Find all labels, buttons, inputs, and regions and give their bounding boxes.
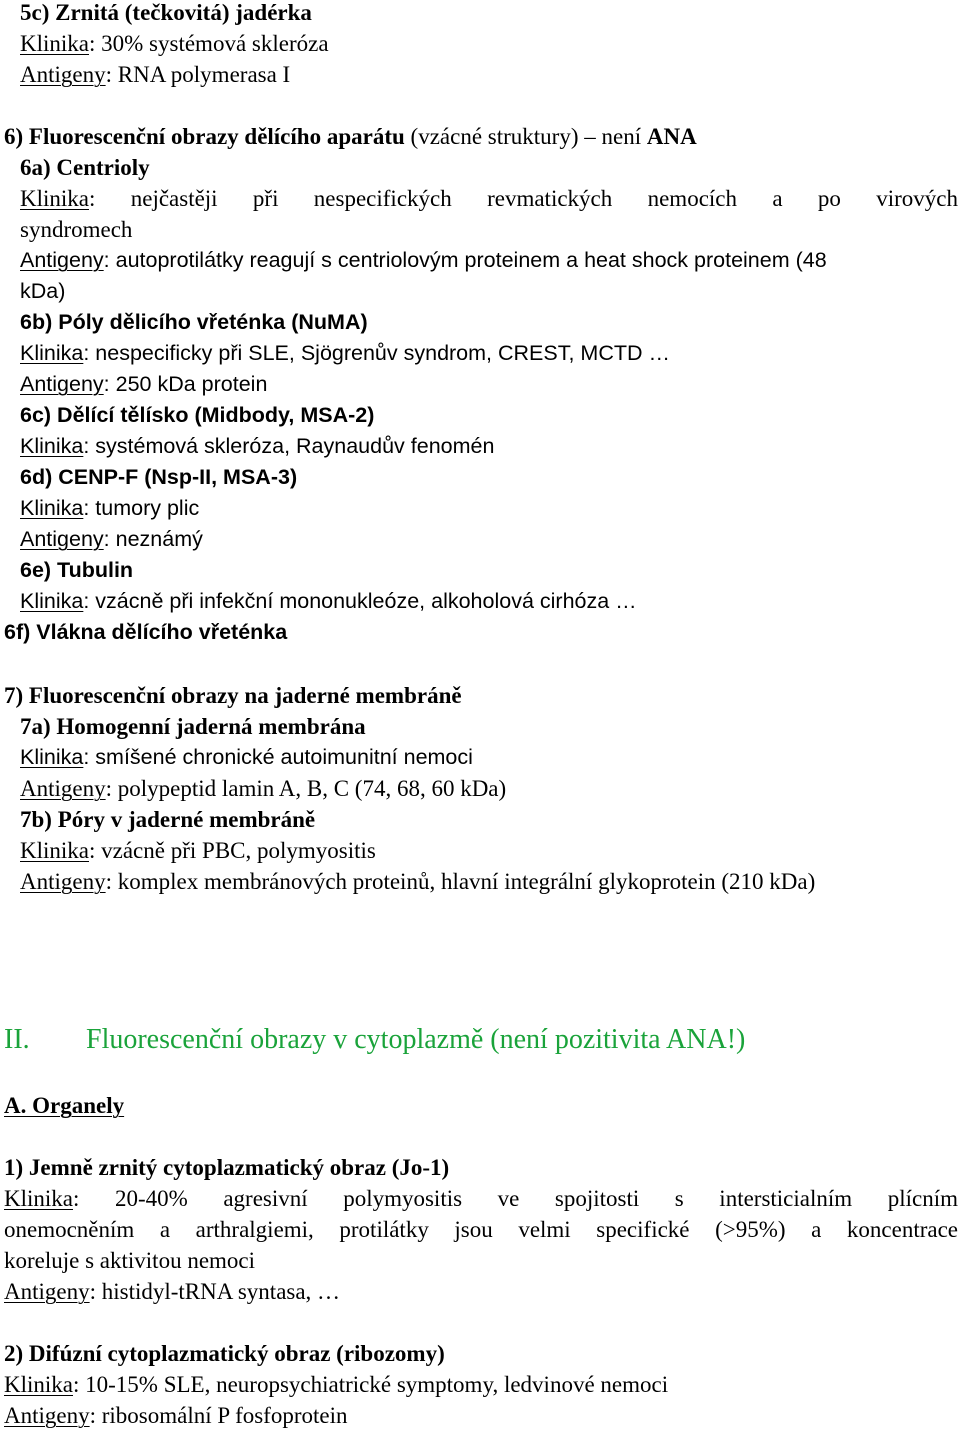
heading-6 xyxy=(4,121,697,152)
antigeny-text: : histidyl-tRNA syntasa, … xyxy=(89,1279,341,1304)
heading-7a: 7a) Homogenní jaderná membrána xyxy=(20,714,366,739)
klinika-item1-line2: onemocněním a arthralgiemi, protilátky jsou velmi specifické (>95%) a koncentrace xyxy=(4,1217,958,1242)
klinika-5c xyxy=(20,28,329,59)
klinika-label: Klinika xyxy=(20,496,84,520)
subsection-organely-text: A. Organely xyxy=(4,1093,125,1118)
antigeny-text: : neznámý xyxy=(103,527,203,551)
antigeny-item1 xyxy=(4,1276,340,1307)
klinika-7a xyxy=(20,742,473,773)
klinika-label: Klinika xyxy=(20,186,89,211)
heading-item2: 2) Difúzní cytoplazmatický obraz (ribozomy) xyxy=(4,1341,445,1366)
heading-6e: 6e) Tubulin xyxy=(20,558,134,582)
antigeny-label: Antigeny xyxy=(4,1279,90,1304)
antigeny-6d xyxy=(20,524,203,555)
antigeny-item2 xyxy=(4,1400,347,1431)
klinika-item1-line3: koreluje s aktivitou nemoci xyxy=(4,1248,256,1273)
klinika-text: : nejčastěji při nespecifických revmatických nemocích a po virových xyxy=(89,186,958,211)
section-ii-title: Fluorescenční obrazy v cytoplazmě (není pozitivita ANA!) xyxy=(86,1024,746,1055)
antigeny-label: Antigeny xyxy=(4,1403,90,1428)
heading-6b: 6b) Póly dělicího vřeténka (NuMA) xyxy=(20,310,368,334)
klinika-label: Klinika xyxy=(4,1186,73,1211)
antigeny-label: Antigeny xyxy=(20,527,104,551)
heading-7: 7) Fluorescenční obrazy na jaderné membráně xyxy=(4,683,462,708)
antigeny-7b xyxy=(20,866,815,897)
antigeny-label: Antigeny xyxy=(20,62,106,87)
antigeny-label: Antigeny xyxy=(20,776,106,801)
antigeny-label: Antigeny xyxy=(20,248,104,272)
antigeny-text: : polypeptid lamin A, B, C (74, 68, 60 kDa) xyxy=(105,776,507,801)
heading-6a: 6a) Centrioly xyxy=(20,155,150,180)
klinika-item2 xyxy=(4,1369,668,1400)
heading-6-ana: ANA xyxy=(646,124,697,149)
heading-item1: 1) Jemně zrnitý cytoplazmatický obraz (Jo-1) xyxy=(4,1155,450,1180)
section-ii-numeral: II. xyxy=(4,1024,30,1055)
klinika-6e xyxy=(20,586,637,617)
klinika-text: : 10-15% SLE, neuropsychiatrické symptomy, ledvinové nemoci xyxy=(73,1372,669,1397)
antigeny-text: : RNA polymerasa I xyxy=(105,62,291,87)
antigeny-6a-line1 xyxy=(20,245,827,276)
klinika-label: Klinika xyxy=(4,1372,73,1397)
antigeny-6a-line2: kDa) xyxy=(20,279,66,303)
antigeny-text: : 250 kDa protein xyxy=(103,372,268,396)
klinika-6a-line1 xyxy=(20,183,958,214)
heading-6c: 6c) Dělící tělísko (Midbody, MSA-2) xyxy=(20,403,375,427)
klinika-text: : systémová skleróza, Raynaudův fenomén xyxy=(83,434,495,458)
antigeny-label: Antigeny xyxy=(20,869,106,894)
klinika-6b xyxy=(20,338,670,369)
klinika-text: : 20-40% agresivní polymyositis ve spojitosti s intersticialním plícním xyxy=(73,1186,958,1211)
antigeny-text: : komplex membránových proteinů, hlavní integrální glykoprotein (210 kDa) xyxy=(105,869,816,894)
klinika-text: : smíšené chronické autoimunitní nemoci xyxy=(83,745,473,769)
klinika-7b xyxy=(20,835,376,866)
heading-5c: 5c) Zrnitá (tečkovitá) jadérka xyxy=(20,0,312,25)
klinika-6a-line2: syndromech xyxy=(20,217,133,242)
klinika-text: : 30% systémová skleróza xyxy=(89,31,329,56)
klinika-text: : vzácně při infekční mononukleóze, alkoholová cirhóza … xyxy=(83,589,637,613)
heading-6-bold: 6) Fluorescenční obrazy dělícího aparátu xyxy=(4,124,405,149)
heading-6f: 6f) Vlákna dělícího vřeténka xyxy=(4,620,288,644)
klinika-text: : tumory plic xyxy=(83,496,200,520)
heading-6-rest: (vzácné struktury) – není xyxy=(404,124,647,149)
klinika-label: Klinika xyxy=(20,589,84,613)
antigeny-6b xyxy=(20,369,267,400)
klinika-label: Klinika xyxy=(20,434,84,458)
antigeny-text: : autoprotilátky reagují s centriolovým proteinem a heat shock proteinem (48 xyxy=(103,248,827,272)
antigeny-text: : ribosomální P fosfoprotein xyxy=(89,1403,348,1428)
klinika-label: Klinika xyxy=(20,745,84,769)
heading-7b: 7b) Póry v jaderné membráně xyxy=(20,807,316,832)
klinika-text: : nespecificky při SLE, Sjögrenův syndrom, CREST, MCTD … xyxy=(83,341,670,365)
klinika-6d xyxy=(20,493,199,524)
subsection-organely xyxy=(4,1090,124,1121)
heading-6d: 6d) CENP-F (Nsp-II, MSA-3) xyxy=(20,465,298,489)
antigeny-label: Antigeny xyxy=(20,372,104,396)
klinika-label: Klinika xyxy=(20,838,89,863)
klinika-item1-line1 xyxy=(4,1183,958,1214)
klinika-6c xyxy=(20,431,494,462)
klinika-text: : vzácně při PBC, polymyositis xyxy=(89,838,376,863)
antigeny-5c xyxy=(20,59,290,90)
klinika-label: Klinika xyxy=(20,341,84,365)
klinika-label: Klinika xyxy=(20,31,89,56)
antigeny-7a xyxy=(20,773,506,804)
